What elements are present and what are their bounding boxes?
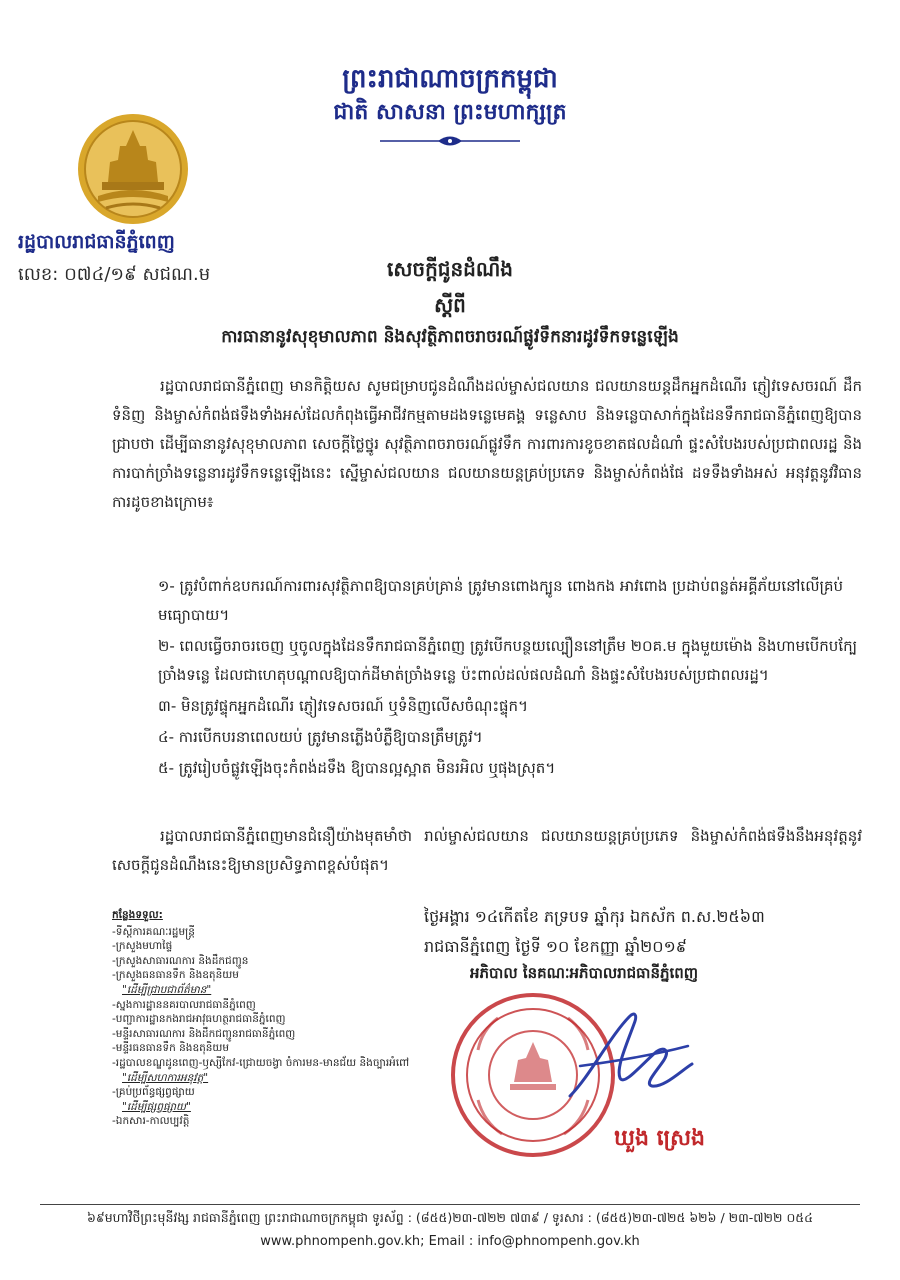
issuing-authority: រដ្ឋបាលរាជធានីភ្នំពេញ — [18, 231, 175, 253]
list-item: -ក្រសួងមហាផ្ទៃ — [112, 940, 173, 953]
solar-date: រាជធានីភ្នំពេញ ថ្ងៃទី ១០ ខែកញ្ញា ឆ្នាំ២០១៩ — [424, 937, 687, 956]
phnom-penh-emblem-icon — [76, 112, 190, 226]
list-item: -ក្រសួងធនធានទឹក និងឧតុនិយម — [112, 969, 239, 982]
lunar-date: ថ្ងៃអង្គារ ១៤កើតខែ ភទ្របទ ឆ្នាំកុរ ឯកស័ក ព.ស.២៥៦៣ — [424, 907, 765, 926]
list-item: -មន្ទីរធនធានទឹក និងឧតុនិយម — [112, 1042, 230, 1055]
list-item: -បញ្ជាការដ្ឋានកងរាជអាវុធហត្ថរាជធានីភ្នំពេញ — [112, 1013, 286, 1026]
list-item: -ឯកសារ-កាលប្បវត្តិ — [112, 1115, 190, 1128]
signatory-title: អភិបាល នៃគណៈអភិបាលរាជធានីភ្នំពេញ — [470, 964, 699, 982]
signatory-name: ឃួង ស្រេង — [614, 1126, 706, 1151]
national-motto: ជាតិ សាសនា ព្រះមហាក្សត្រ — [333, 100, 567, 125]
document-title-about: ស្ដីពី — [434, 293, 466, 317]
list-item: -រដ្ឋបាលខណ្ឌដូនពេញ-ឫស្សីកែវ-ជ្រោយចង្វា ចំការមន-មានជ័យ និងច្បារអំពៅ — [112, 1056, 410, 1069]
recipients-list — [112, 908, 412, 1129]
list-item: -ស្នងការដ្ឋាននគរបាលរាជធានីភ្នំពេញ — [112, 998, 256, 1011]
measures-list — [158, 572, 864, 785]
list-note: "ដើម្បីផ្សព្វផ្សាយ" — [122, 1100, 191, 1113]
list-item: -មន្ទីរសាធារណការ និងដឹកជញ្ជូនរាជធានីភ្នំពេញ — [112, 1027, 296, 1040]
reference-number: លេខ: ០៧៤/១៩ សជណ.ម — [18, 264, 211, 285]
intro-paragraph: រដ្ឋបាលរាជធានីភ្នំពេញ មានកិត្តិយស សូមជម្រាបជូនដំណឹងដល់ម្ចាស់ជលយាន ជលយានយន្តដឹកអ្នកដំណើរ ភ្ញៀវទេសចរណ៍ ដឹកទំនិញ និងម្ចាស់កំពង់ផទឹងទាំងអស់ដែលកំពុងធ្វើអាជីវកម្មតាមដងទន្លេមេគង្គ ទន្លេសាប និងទន្លេបាសាក់ក្នុងដែនទឹករាជធានីភ្នំពេញឱ្យបានជ្រាបថា ដើម្បីធានានូវសុខុមាលភាព សេចក្ដីថ្លៃថ្នូរ សុវត្ថិភាពចរាចរណ៍ផ្លូវទឹក ការពារការខូចខាតផលដំណាំ ផ្ទះសំបែងរបស់ប្រជាពលរដ្ឋ និងការបាក់ច្រាំងទន្លេនារដូវទឹកទន្លេឡើងនេះ ស្នើម្ចាស់ជលយាន ជលយានយន្តគ្រប់ប្រភេទ និងម្ចាស់កំពង់ផែ ដទទឹងទាំងអស់ អនុវត្តនូវវិធានការដូចខាងក្រោម៖ — [112, 377, 862, 511]
list-note: "ដើម្បីសហការអនុវត្ត" — [122, 1071, 209, 1084]
list-item: ៣- មិនត្រូវផ្ទុកអ្នកដំណើរ ភ្ញៀវទេសចរណ៍ ឬទំនិញលើសចំណុះផ្ទុក។ — [158, 697, 528, 715]
list-item: ៤- ការបើកបរនាពេលយប់ ត្រូវមានភ្លើងបំភ្លឺឱ្យបានត្រឹមត្រូវ។ — [158, 728, 483, 746]
recipients-heading: កន្លែងទទួល: — [112, 909, 163, 921]
footer-divider — [40, 1204, 860, 1205]
ornament-divider — [378, 134, 522, 148]
footer-address: ៦៩មហាវិថីព្រះមុនីវង្ស រាជធានីភ្នំពេញ ព្រះរាជាណាចក្រកម្ពុជា ទូរស័ព្ទ : (៨៥៥)២៣-៧២២ ៧៣៩ / ទូរសារ : (៨៥៥)២៣-៧២៥ ៦២៦ / ២៣-៧២២ ០៥៤ — [87, 1210, 813, 1225]
footer-contact: www.phnompenh.gov.kh; Email : info@phnompenh.gov.kh — [260, 1234, 640, 1249]
document-subject: ការធានានូវសុខុមាលភាព និងសុវត្ថិភាពចរាចរណ៍ផ្លូវទឹកនារដូវទឹកទន្លេឡើង — [221, 327, 679, 347]
list-item: -ក្រសួងសាធារណការ និងដឹកជញ្ជូន — [112, 954, 249, 967]
list-item: -គ្រប់ប្រព័ន្ធផ្សព្វផ្សាយ — [112, 1086, 195, 1099]
list-item: ២- ពេលធ្វើចរាចរចេញ ឬចូលក្នុងដែនទឹករាជធានីភ្នំពេញ ត្រូវបើកបន្ថយល្បឿននៅត្រឹម ២០គ.ម ក្នុងមួយម៉ោង និងហាមបើកបក្បែច្រាំងទន្លេ ដែលជាហេតុបណ្ដាលឱ្យបាក់ដីមាត់ច្រាំងទន្លេ ប៉ះពាល់ដល់ផលដំណាំ និងផ្ទះសំបែងរបស់ប្រជាពលរដ្ឋ។ — [158, 637, 858, 684]
document-title: សេចក្ដីជូនដំណឹង — [387, 257, 513, 281]
kingdom-heading: ព្រះរាជាណាចក្រកម្ពុជា — [342, 64, 558, 94]
list-note: "ដើម្បីជ្រាបជាព័ត៌មាន" — [122, 983, 212, 996]
handwritten-signature-icon — [560, 1006, 700, 1116]
closing-paragraph: រដ្ឋបាលរាជធានីភ្នំពេញមានជំនឿយ៉ាងមុតមាំថា រាល់ម្ចាស់ជលយាន ជលយានយន្តគ្រប់ប្រភេទ និងម្ចាស់កំពង់ផទឹងនឹងអនុវត្តនូវសេចក្ដីជូនដំណឹងនេះឱ្យមានប្រសិទ្ធភាពខ្ពស់បំផុត។ — [112, 827, 862, 874]
list-item: ៥- ត្រូវរៀបចំផ្លូវឡើងចុះកំពង់ដទឹង ឱ្យបានល្អស្អាត មិនរអិល ឬផុងស្រុត។ — [158, 759, 556, 777]
list-item: ១- ត្រូវបំពាក់ឧបករណ៍ការពារសុវត្ថិភាពឱ្យបានគ្រប់គ្រាន់ ត្រូវមានពោងក្បូន ពោងកង អាវពោង ប្រដាប់ពន្លត់អគ្គីភ័យនៅលើគ្រប់មធ្យោបាយ។ — [158, 577, 843, 624]
list-item: -ទីស្ដីការគណៈរដ្ឋមន្ត្រី — [112, 925, 195, 938]
